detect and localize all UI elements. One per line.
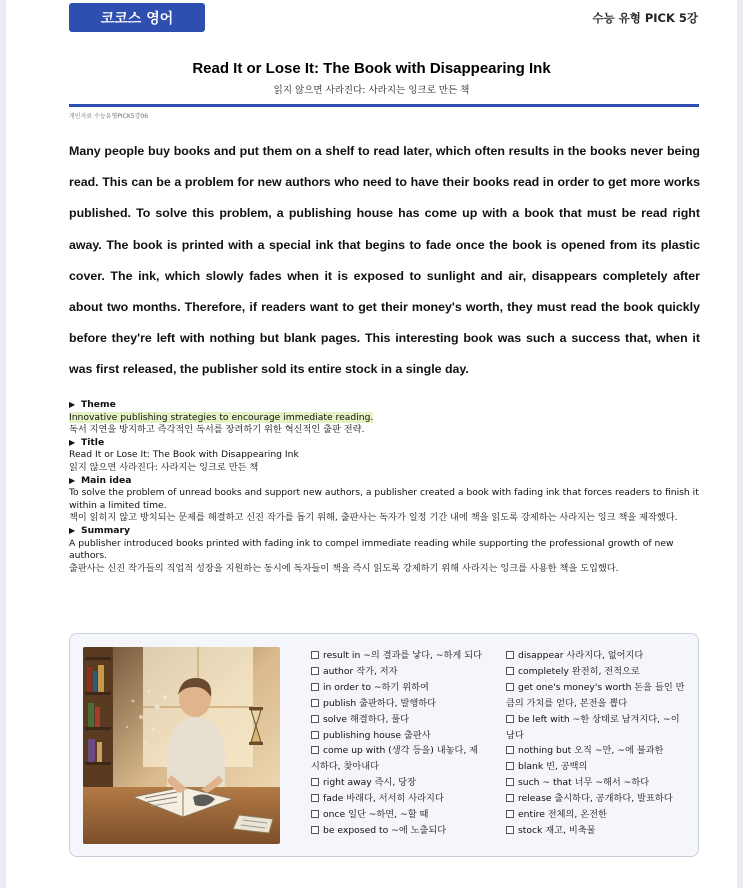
checkbox-icon — [311, 715, 319, 723]
checkbox-icon — [506, 746, 514, 754]
summary-heading — [69, 525, 699, 538]
checkbox-icon — [506, 778, 514, 786]
vocabulary-box — [69, 633, 699, 857]
summary-en: A publisher introduced books printed with fading ink to compel immediate reading while supporting the professional growth of new authors. — [69, 537, 674, 562]
theme-en-text: Innovative publishing strategies to encourage immediate reading. — [69, 411, 374, 423]
summary-ko: 출판사는 신진 작가들의 직업적 성장을 지원하는 동시에 독자들이 책을 즉시 읽도록 강제하기 위해 사라지는 잉크를 사용한 책을 도입했다. — [69, 562, 619, 574]
vocab-column-right — [506, 648, 686, 839]
vocab-item: right away 즉시, 당장 — [311, 775, 486, 791]
series-label: 수능 유형 PICK 5강 — [592, 11, 698, 25]
vocab-item: such ~ that 너무 ~해서 ~하다 — [506, 775, 686, 791]
reading-illustration — [83, 647, 280, 844]
checkbox-icon — [311, 683, 319, 691]
triangle-bullet-icon: ▶ — [69, 525, 76, 535]
summary-label: Summary — [81, 524, 131, 536]
source-note: 개인자료 수능유형PICK5강06 — [69, 113, 149, 120]
title-en: Read It or Lose It: The Book with Disappearing Ink — [69, 449, 299, 461]
vocab-item: publish 출판하다, 발행하다 — [311, 696, 486, 712]
theme-heading — [69, 399, 699, 412]
document-subtitle: 읽지 않으면 사라진다: 사라지는 잉크로 만든 책 — [273, 85, 470, 96]
checkbox-icon — [311, 794, 319, 802]
checkbox-icon — [506, 667, 514, 675]
vocab-item: entire 전체의, 온전한 — [506, 807, 686, 823]
analysis-section — [69, 399, 699, 575]
vocab-item: nothing but 오직 ~만, ~에 불과한 — [506, 743, 686, 759]
vocab-item: completely 완전히, 전적으로 — [506, 664, 686, 680]
checkbox-icon — [506, 762, 514, 770]
checkbox-icon — [311, 699, 319, 707]
vocab-column-left — [311, 648, 486, 839]
main-idea-ko: 책이 읽히지 않고 방치되는 문제를 해결하고 신진 작가를 돕기 위해, 출판사는 독자가 일정 기간 내에 책을 읽도록 강제하는 사라지는 잉크 책을 제작했다. — [69, 512, 678, 524]
checkbox-icon — [311, 667, 319, 675]
vocab-item: result in ~의 결과를 낳다, ~하게 되다 — [311, 648, 486, 664]
vocab-item: publishing house 출판사 — [311, 728, 486, 744]
vocab-item: fade 바래다, 서서히 사라지다 — [311, 791, 486, 807]
triangle-bullet-icon: ▶ — [69, 437, 76, 447]
brand-badge: 코코스 영어 — [69, 3, 205, 32]
vocab-item: stock 재고, 비축물 — [506, 823, 686, 839]
checkbox-icon — [506, 683, 514, 691]
checkbox-icon — [506, 715, 514, 723]
checkbox-icon — [506, 794, 514, 802]
title-label: Title — [81, 436, 105, 448]
checkbox-icon — [506, 651, 514, 659]
vocab-item: get one's money's worth 돈을 들인 만큼의 가치를 얻다, 본전을 뽑다 — [506, 681, 685, 709]
main-idea-en: To solve the problem of unread books and support new authors, a publisher created a book with fading ink that forces readers to finish it within a limited time. — [69, 487, 699, 511]
page-edge-left — [0, 0, 6, 888]
checkbox-icon — [506, 826, 514, 834]
checkbox-icon — [311, 810, 319, 818]
vocab-item: be exposed to ~에 노출되다 — [311, 823, 486, 839]
vocab-item: author 작가, 저자 — [311, 664, 486, 680]
main-idea-heading — [69, 475, 699, 488]
checkbox-icon — [506, 810, 514, 818]
theme-label: Theme — [81, 399, 116, 410]
title-heading — [69, 437, 699, 450]
theme-ko: 독서 지연을 방지하고 즉각적인 독서를 장려하기 위한 혁신적인 출판 전략. — [69, 424, 365, 436]
vocab-item: be left with ~한 상태로 남겨지다, ~이 남다 — [506, 713, 680, 741]
title-divider — [69, 104, 699, 107]
vocab-item: release 출시하다, 공개하다, 발표하다 — [506, 791, 686, 807]
page-edge-right — [737, 0, 743, 888]
title-ko: 읽지 않으면 사라진다: 사라지는 잉크로 만든 책 — [69, 461, 259, 473]
triangle-bullet-icon: ▶ — [69, 475, 76, 485]
theme-en — [69, 412, 699, 425]
vocab-item: in order to ~하기 위하여 — [311, 680, 486, 696]
document-title: Read It or Lose It: The Book with Disappearing Ink — [192, 60, 551, 77]
vocab-item: come up with (생각 등을) 내놓다, 제시하다, 찾아내다 — [311, 745, 479, 773]
reading-passage: Many people buy books and put them on a shelf to read later, which often results in the books never being read. This can be a problem for new authors who need to have their books read in order to get more works published. To solve this problem, a publishing house has come up with a book that must be read right away. The book is printed with a special ink that begins to fade once the book is opened from its plastic cover. The ink, which slowly fades when it is exposed to sunlight and air, disappears completely after about two months. Therefore, if readers want to get their money's worth, they must read the book quickly before they're left with nothing but blank pages. This interesting book was such a success that, when it was first released, the publisher sold its entire stock in a single day. — [69, 144, 700, 377]
vocab-item: solve 해결하다, 풀다 — [311, 712, 486, 728]
checkbox-icon — [311, 778, 319, 786]
main-idea-label: Main idea — [81, 474, 132, 486]
vocab-item: blank 빈, 공백의 — [506, 759, 686, 775]
checkbox-icon — [311, 651, 319, 659]
checkbox-icon — [311, 746, 319, 754]
vocab-item: disappear 사라지다, 없어지다 — [506, 648, 686, 664]
checkbox-icon — [311, 731, 319, 739]
vocab-item: once 일단 ~하면, ~할 때 — [311, 807, 486, 823]
triangle-bullet-icon: ▶ — [69, 400, 76, 409]
checkbox-icon — [311, 826, 319, 834]
